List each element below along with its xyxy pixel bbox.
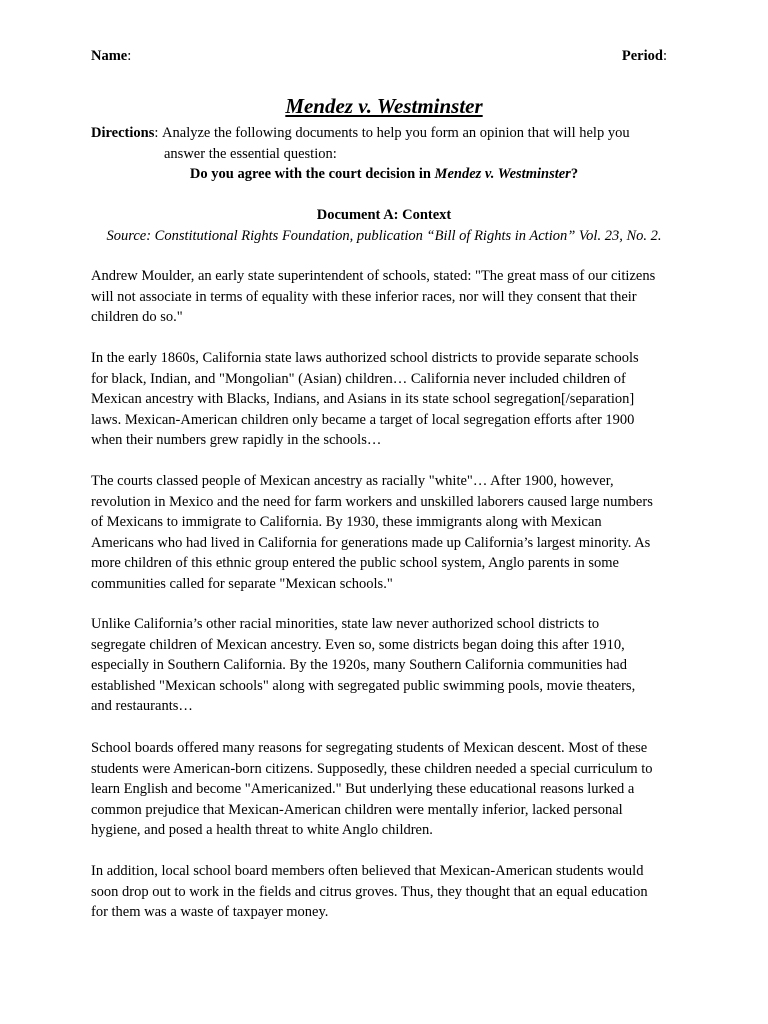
paragraph-line: and restaurants… xyxy=(91,698,193,715)
paragraph-line: especially in Southern California. By the 1920s, many Southern California communities had xyxy=(91,657,627,674)
paragraph-line: In the early 1860s, California state laws authorized school districts to provide separate schools xyxy=(91,350,639,366)
document-title: Document A: Context xyxy=(316,207,452,223)
paragraph-line: for black, Indian, and "Mongolian" (Asian) children… California never included children of xyxy=(91,370,626,387)
paragraph-line: learn English and become "Americanized." But underlying these educational reasons lurked a xyxy=(91,781,635,798)
essential-question-case: Mendez v. Westminster xyxy=(434,166,571,182)
paragraph-line: common prejudice that Mexican-American children were mentally inferior, lacked personal xyxy=(91,801,623,818)
paragraph-1 xyxy=(91,266,683,328)
page-title: Mendez v. Westminster xyxy=(285,94,483,118)
paragraph-line: School boards offered many reasons for segregating students of Mexican descent. Most of these xyxy=(91,740,648,756)
paragraph-line: more children of this ethnic group entered the public school system, Anglo parents in some xyxy=(91,555,619,572)
period-field xyxy=(622,47,667,65)
paragraph-line: students were American-born citizens. Supposedly, these children needed a special curriculum to xyxy=(91,760,653,777)
document-source: Source: Constitutional Rights Foundation, publication “Bill of Rights in Action” Vol. 23, No. 2. xyxy=(106,228,662,244)
name-label: Name xyxy=(91,48,128,64)
directions xyxy=(91,123,691,164)
paragraph-line: Unlike California’s other racial minorities, state law never authorized school districts to xyxy=(91,616,600,632)
name-field xyxy=(91,47,131,65)
paragraph-line: laws. Mexican-American children only became a target of local segregation efforts after 1900 xyxy=(91,411,635,428)
paragraph-line: children do so." xyxy=(91,309,183,326)
directions-colon: : xyxy=(154,125,163,141)
essential-question xyxy=(0,164,768,184)
paragraph-line: soon drop out to work in the fields and citrus groves. Thus, they thought that an equal education xyxy=(91,883,648,900)
paragraph-3 xyxy=(91,471,683,595)
paragraph-line: revolution in Mexico and the need for farm workers and unskilled laborers caused large numbers xyxy=(91,493,653,510)
essential-question-before: Do you agree with the court decision in xyxy=(189,166,435,182)
directions-text-2: answer the essential question: xyxy=(164,145,337,162)
directions-text-1: Analyze the following documents to help you form an opinion that will help you xyxy=(162,125,630,141)
paragraph-line: Mexican ancestry with Blacks, Indians, and Asians in its state school segregation[/separation] xyxy=(91,391,635,408)
period-label: Period xyxy=(621,48,663,64)
paragraph-line: hygiene, and posed a health threat to white Anglo children. xyxy=(91,822,433,839)
paragraph-line: for them was a waste of taxpayer money. xyxy=(91,904,329,921)
paragraph-line: The courts classed people of Mexican ancestry as racially "white"… After 1900, however, xyxy=(91,473,614,489)
paragraph-line: established "Mexican schools" along with segregated public swimming pools, movie theaters, xyxy=(91,677,636,694)
paragraph-line: communities called for separate "Mexican schools." xyxy=(91,575,393,592)
paragraph-line: Americans who had lived in California for generations made up California’s largest minority. As xyxy=(91,534,651,551)
paragraph-line: will not associate in terms of equality with these inferior races, nor will they consent that their xyxy=(91,288,637,305)
name-colon: : xyxy=(127,48,132,64)
directions-line-1 xyxy=(91,123,691,144)
paragraph-line: Andrew Moulder, an early state superintendent of schools, stated: "The great mass of our citizens xyxy=(91,268,656,284)
period-colon: : xyxy=(662,48,667,64)
paragraph-line: segregate children of Mexican ancestry. Even so, some districts began doing this after 1910, xyxy=(91,636,625,653)
paragraph-line: In addition, local school board members often believed that Mexican-American students would xyxy=(91,863,644,879)
paragraph-2 xyxy=(91,348,683,451)
paragraph-line: of Mexicans to immigrate to California. By 1930, these immigrants along with Mexican xyxy=(91,514,602,531)
essential-question-after: ? xyxy=(570,166,579,182)
paragraph-line: when their numbers grew rapidly in the schools… xyxy=(91,432,382,449)
paragraph-5 xyxy=(91,738,683,841)
directions-label: Directions xyxy=(91,125,155,141)
paragraph-6 xyxy=(91,861,683,923)
paragraph-4 xyxy=(91,614,683,717)
